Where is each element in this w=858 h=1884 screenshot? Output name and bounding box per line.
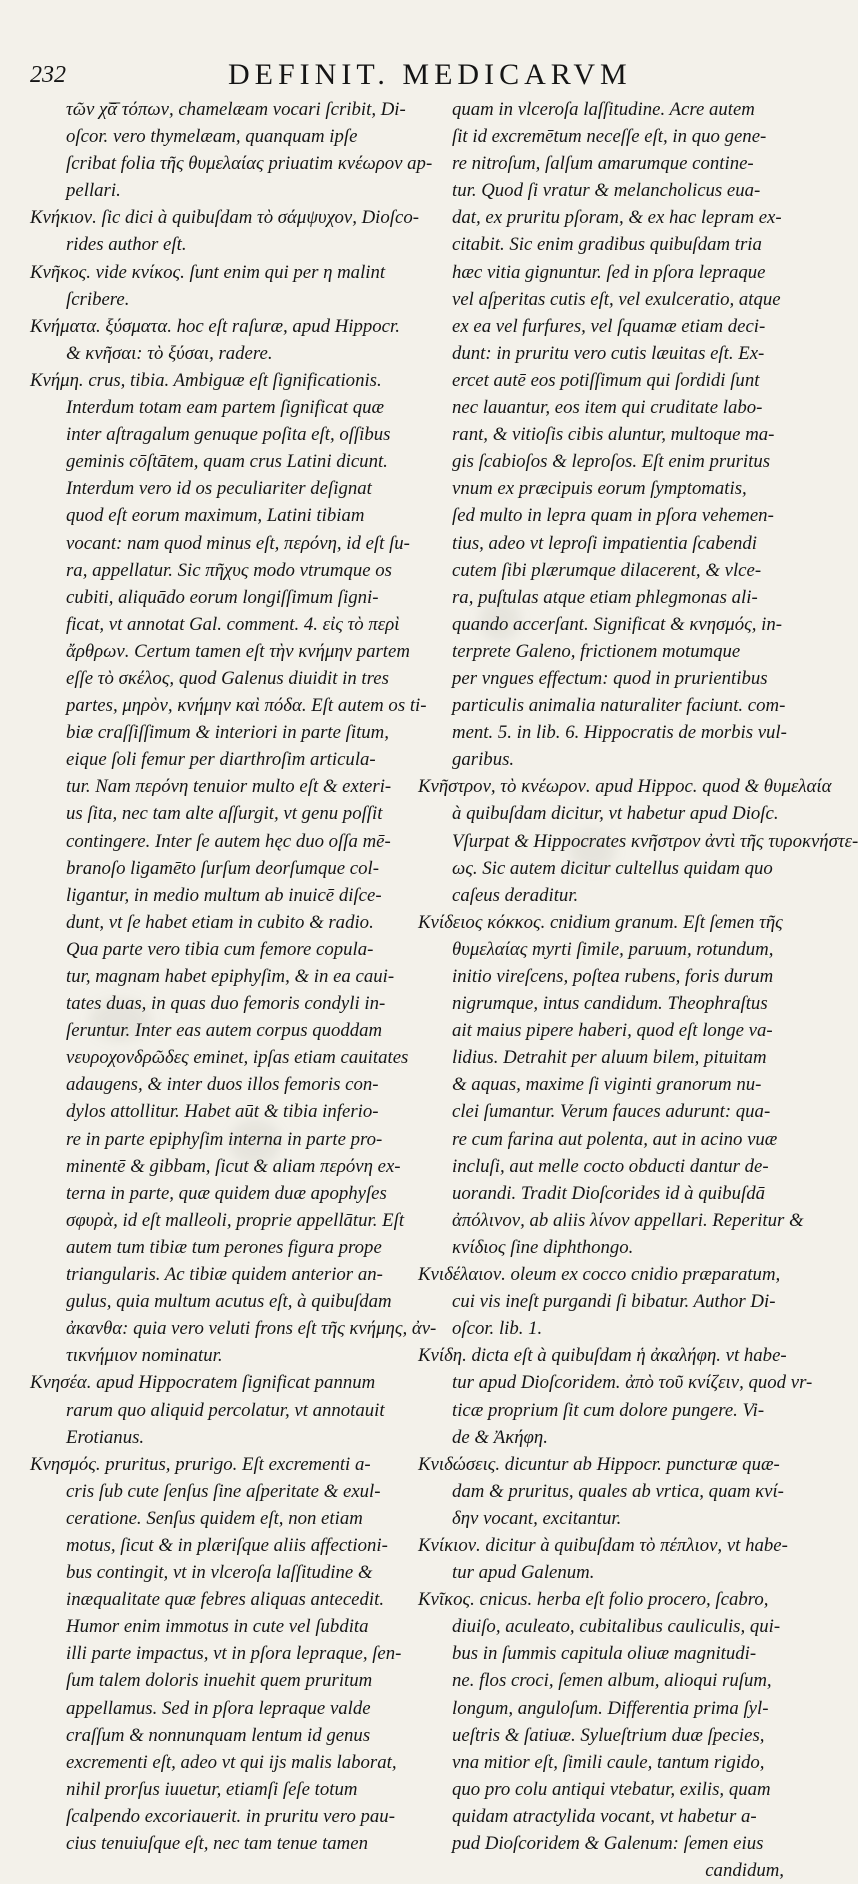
entry-headword-line: Κνίδειος κόκκος. cnidium granum. Eſt ſemen τῆς: [418, 911, 783, 933]
text-line: terprete Galeno, frictionem motumque: [452, 640, 741, 662]
text-line: ficat, vt annotat Gal. comment. 4. εἰς τὸ περὶ: [66, 613, 400, 635]
entry-headword-line: Κνήκιον. ſic dici à quibuſdam τὸ σάμψυχον, Dioſco-: [30, 207, 419, 229]
text-line: longum, anguloſum. Differentia prima ſyl-: [452, 1697, 769, 1719]
text-line: bus in ſummis capitula oliuæ magnitudi-: [452, 1643, 757, 1665]
entry-headword-line: Κνήματα. ξύσματα. hoc eſt raſuræ, apud Hippocr.: [30, 315, 400, 337]
text-line: adaugens, & inter duos illos femoris con-: [66, 1074, 379, 1096]
text-line: tur, magnam habet epiphyſim, & in ea caui-: [66, 966, 395, 987]
text-line: eique ſoli femur per diarthroſim articula-: [66, 749, 376, 771]
text-line: ra, appellatur. Sic πῆχυς modo vtrumque os: [66, 559, 392, 581]
text-line: tur. Quod ſi vratur & melancholicus eua-: [452, 180, 761, 202]
text-line: caſeus deraditur.: [452, 884, 579, 906]
text-line: nec lauantur, eos item qui cruditate labo-: [452, 397, 763, 419]
text-line: rarum quo aliquid percolatur, vt annotauit: [66, 1399, 385, 1421]
text-line: citabit. Sic enim gradibus quibuſdam tria: [452, 234, 762, 256]
text-line: inter aſtragalum genuque poſita eſt, oſſibus: [66, 424, 391, 446]
text-line: tates duas, in quas duo femoris condyli in-: [66, 993, 386, 1015]
catchword: candidum,: [705, 1860, 784, 1882]
text-line: ſcribere.: [66, 288, 130, 310]
text-line: cutem ſibi plærumque dilacerent, & vlce-: [452, 559, 762, 581]
text-line: tur. Nam περόνη tenuior multo eſt & exteri-: [66, 776, 392, 798]
text-line: ἀπόλινον, ab aliis λίνον appellari. Reperitur &: [452, 1209, 804, 1231]
text-line: quam in vlceroſa laſſitudine. Acre autem: [452, 99, 755, 120]
text-line: ſit id excremētum neceſſe eſt, in quo gene-: [452, 126, 767, 148]
entry-headword-line: Κνήμη. crus, tibia. Ambiguæ eſt ſignificationis.: [30, 369, 382, 391]
text-line: & aquas, maxime ſi viginti granorum nu-: [452, 1074, 762, 1096]
entry-headword-line: Κνῖκος. cnicus. herba eſt folio procero, ſcabro,: [418, 1589, 769, 1611]
text-line: ne. flos croci, ſemen album, alioqui ruſum,: [452, 1670, 772, 1692]
text-line: Humor enim immotus in cute vel ſubdita: [66, 1616, 369, 1638]
text-line: δην vocant, excitantur.: [452, 1507, 622, 1529]
text-line: ex ea vel furfures, vel ſquamæ etiam deci-: [452, 315, 766, 337]
text-line: re in parte epiphyſim interna in parte pro-: [66, 1128, 383, 1150]
text-line: contingere. Inter ſe autem hęc duo oſſa mē-: [66, 830, 391, 852]
text-line: ſum talem doloris inuehit quem pruritum: [66, 1670, 373, 1692]
text-line: ticæ proprium ſit cum dolore pungere. Vi-: [452, 1399, 765, 1421]
text-line: vna mitior eſt, ſimili caule, tantum rigido,: [452, 1751, 765, 1773]
text-line: vel aſperitas cutis eſt, vel exulceratio, atque: [452, 288, 781, 310]
text-line: Vſurpat & Hippocrates κνῆστρον ἀντὶ τῆς τυροκνήστε-: [452, 830, 858, 852]
text-line: ſcribat folia τῆς θυμελαίας priuatim κνέωρον ap-: [66, 153, 433, 175]
text-line: rides author eſt.: [66, 234, 187, 256]
text-line: biæ craſſiſſimum & interiori in parte ſitum,: [66, 722, 389, 744]
text-line: autem tum tibiæ tum perones figura prope: [66, 1236, 382, 1258]
page-header: [28, 58, 788, 94]
entry-headword-line: Κνίδη. dicta eſt à quibuſdam ἡ ἀκαλήφη. vt habe-: [418, 1345, 787, 1367]
text-line: re nitroſum, ſalſum amarumque contine-: [452, 153, 754, 175]
text-line: geminis cōſtātem, quam crus Latini dicunt.: [66, 451, 388, 473]
text-line: dylos attollitur. Habet aūt & tibia inferio-: [66, 1101, 379, 1123]
text-line: vocant: nam quod minus eſt, περόνη, id eſt ſu-: [66, 532, 410, 554]
entry-headword-line: Κνησμός. pruritus, prurigo. Eſt excrementi a-: [30, 1453, 371, 1475]
text-line: nigrumque, intus candidum. Theophraſtus: [452, 993, 768, 1015]
text-line: pud Dioſcoridem & Galenum: ſemen eius: [452, 1833, 764, 1854]
text-line: ligantur, in medio multum ab inuicē diſce-: [66, 884, 382, 906]
text-line: inæqualitate quæ febres aliquas antecedit.: [66, 1589, 385, 1611]
text-line: pellari.: [66, 180, 121, 202]
text-line: ως. Sic autem dicitur cultellus quidam quo: [452, 857, 773, 879]
text-line: branoſo ligamēto ſurſum deorſumque col-: [66, 857, 379, 879]
text-line: quod eſt eorum maximum, Latini tibiam: [66, 505, 365, 527]
text-line: dunt: in pruritu vero cutis læuitas eſt. Ex-: [452, 342, 765, 364]
text-line: τικνήμιον nominatur.: [66, 1345, 223, 1367]
text-line: à quibuſdam dicitur, vt habetur apud Dioſc.: [452, 803, 779, 825]
text-line: craſſum & nonnunquam lentum id genus: [66, 1724, 371, 1746]
text-line: dat, ex pruritu pſoram, & ex hac lepram ex-: [452, 207, 782, 229]
text-line: excrementi eſt, adeo vt qui ijs malis laborat,: [66, 1751, 397, 1773]
entry-headword-line: Κνησέα. apud Hippocratem ſignificat pannum: [30, 1372, 376, 1394]
entry-headword-line: Κνιδώσεις. dicuntur ab Hippocr. puncturæ quæ-: [418, 1453, 780, 1475]
running-title: DEFINIT. MEDICARVM: [228, 58, 632, 91]
text-line: uorandi. Tradit Dioſcorides id à quibuſdā: [452, 1182, 766, 1204]
text-line: per vngues effectum: quod in prurientibus: [452, 667, 768, 689]
text-line: garibus.: [452, 749, 515, 771]
text-line: partes, μηρὸν, κνήμην καὶ πόδα. Eſt autem os ti-: [66, 695, 427, 717]
text-line: minentē & gibbam, ſicut & aliam περόνη ex-: [66, 1155, 401, 1177]
text-line: diuiſo, aculeato, cubitalibus cauliculis, qui-: [452, 1616, 781, 1638]
text-line: σφυρὰ, id eſt malleoli, proprie appellātur. Eſt: [66, 1209, 405, 1231]
text-line: motus, ſicut & in plæriſque aliis affectioni-: [66, 1534, 388, 1556]
text-line: ceratione. Senſus quidem eſt, non etiam: [66, 1507, 363, 1529]
text-line: Qua parte vero tibia cum femore copula-: [66, 938, 374, 960]
text-line: gis ſcabioſos & leproſos. Eſt enim pruritus: [452, 451, 771, 473]
text-line: tius, adeo vt leproſi impatientia ſcabendi: [452, 532, 757, 554]
text-line: τῶν χ͞ᾱ τόπων, chamelæam vocari ſcribit, Di-: [66, 99, 406, 120]
text-line: κνίδιος ſine diphthongo.: [452, 1236, 634, 1258]
text-line: quidam atractylida vocant, vt habetur a-: [452, 1805, 757, 1827]
text-line: terna in parte, quæ quidem duæ apophyſes: [66, 1182, 387, 1204]
text-line: re cum farina aut polenta, aut in acino vuæ: [452, 1128, 778, 1150]
text-line: appellamus. Sed in pſora lepraque valde: [66, 1697, 371, 1719]
text-line: lidius. Detrahit per aluum bilem, pituitam: [452, 1047, 767, 1069]
text-line: & κνῆσαι: τὸ ξύσαι, radere.: [66, 342, 273, 364]
text-line: bus contingit, vt in vlceroſa laſſitudine &: [66, 1562, 373, 1584]
text-line: vnum ex præcipuis eorum ſymptomatis,: [452, 478, 747, 500]
text-line: ra, puſtulas atque etiam phlegmonas ali-: [452, 586, 758, 608]
text-line: νευροχονδρῶδες eminet, ipſas etiam cauitates: [66, 1047, 409, 1069]
text-line: illi parte impactus, vt in pſora lepraque, ſen-: [66, 1643, 402, 1665]
text-line: oſcor. lib. 1.: [452, 1318, 543, 1340]
text-line: ait maius pipere haberi, quod eſt longe va-: [452, 1020, 773, 1042]
text-line: quo pro colu antiqui vtebatur, exilis, quam: [452, 1778, 771, 1800]
text-line: us ſita, nec tam alte aſſurgit, vt genu poſſit: [66, 803, 383, 825]
text-line: initio vireſcens, poſtea rubens, foris durum: [452, 966, 774, 987]
text-line: cris ſub cute ſenſus ſine aſperitate & exul-: [66, 1480, 381, 1502]
text-line: ment. 5. in lib. 6. Hippocratis de morbis vul-: [452, 722, 787, 744]
text-line: ſcalpendo excoriauerit. in pruritu vero pau-: [66, 1805, 395, 1827]
text-line: Erotianus.: [66, 1426, 145, 1448]
text-line: dam & pruritus, quales ab vrtica, quam κνί-: [452, 1480, 784, 1502]
text-line: nihil prorſus iuuetur, etiamſi ſeſe totum: [66, 1778, 358, 1800]
text-line: triangularis. Ac tibiæ quidem anterior an-: [66, 1264, 383, 1286]
text-line: ſeruntur. Inter eas autem corpus quoddam: [66, 1020, 383, 1042]
text-line: cius tenuiuſque eſt, nec tam tenue tamen: [66, 1833, 368, 1854]
left-text-column: [30, 96, 437, 1857]
text-line: oſcor. vero thymelæam, quanquam ipſe: [66, 126, 358, 148]
text-line: clei ſumantur. Verum fauces adurunt: qua-: [452, 1101, 771, 1123]
text-line: incluſi, aut melle cocto obducti dantur de-: [452, 1155, 769, 1177]
text-line: ercet autē eos potiſſimum qui ſordidi ſunt: [452, 369, 760, 391]
text-line: ueſtris & ſatiuæ. Sylueſtrium duæ ſpecies,: [452, 1724, 765, 1746]
entry-headword-line: Κνῆκος. vide κνίκος. ſunt enim qui per η malint: [30, 261, 386, 283]
text-line: eſſe τὸ σκέλος, quod Galenus diuidit in tres: [66, 667, 389, 689]
text-line: Interdum totam eam partem ſignificat quæ: [66, 397, 385, 419]
text-line: θυμελαίας myrti ſimile, paruum, rotundum,: [452, 938, 774, 960]
text-line: dunt, vt ſe habet etiam in cubito & radio.: [66, 911, 374, 933]
text-line: gulus, quia multum acutus eſt, à quibuſdam: [66, 1291, 392, 1313]
text-line: de & Ἀκήφη.: [452, 1426, 548, 1448]
text-line: particulis animalia naturaliter faciunt. com-: [452, 695, 786, 717]
text-line: tur apud Dioſcoridem. ἀπὸ τοῦ κνίζειν, quod vr-: [452, 1372, 813, 1394]
text-line: rant, & vitioſis cibis aluntur, multoque ma-: [452, 424, 775, 446]
entry-headword-line: Κνίκιον. dicitur à quibuſdam τὸ πέπλιον, vt habe-: [418, 1534, 788, 1556]
page-number: 232: [30, 62, 66, 88]
text-line: ἀκανθα: quia vero veluti frons eſt τῆς κνήμης, ἀν-: [66, 1318, 437, 1340]
text-line: cui vis ineſt purgandi ſi bibatur. Author Di-: [452, 1291, 776, 1313]
text-line: quando accerſant. Significat & κνησμός, in-: [452, 613, 782, 635]
entry-headword-line: Κνῆστρον, τὸ κνέωρον. apud Hippoc. quod & θυμελαία: [418, 776, 832, 798]
text-line: ἄρθρων. Certum tamen eſt τὴν κνήμην partem: [66, 640, 410, 662]
text-line: ſed multo in lepra quam in pſora vehemen-: [452, 505, 774, 527]
text-line: hæc vitia gignuntur. ſed in pſora lepraque: [452, 261, 766, 283]
text-line: cubiti, aliquādo eorum longiſſimum ſigni-: [66, 586, 379, 608]
entry-headword-line: Κνιδέλαιον. oleum ex cocco cnidio præparatum,: [418, 1264, 781, 1286]
right-text-column: [418, 96, 858, 1884]
text-line: Interdum vero id os peculiariter deſignat: [66, 478, 372, 500]
text-line: tur apud Galenum.: [452, 1562, 595, 1584]
